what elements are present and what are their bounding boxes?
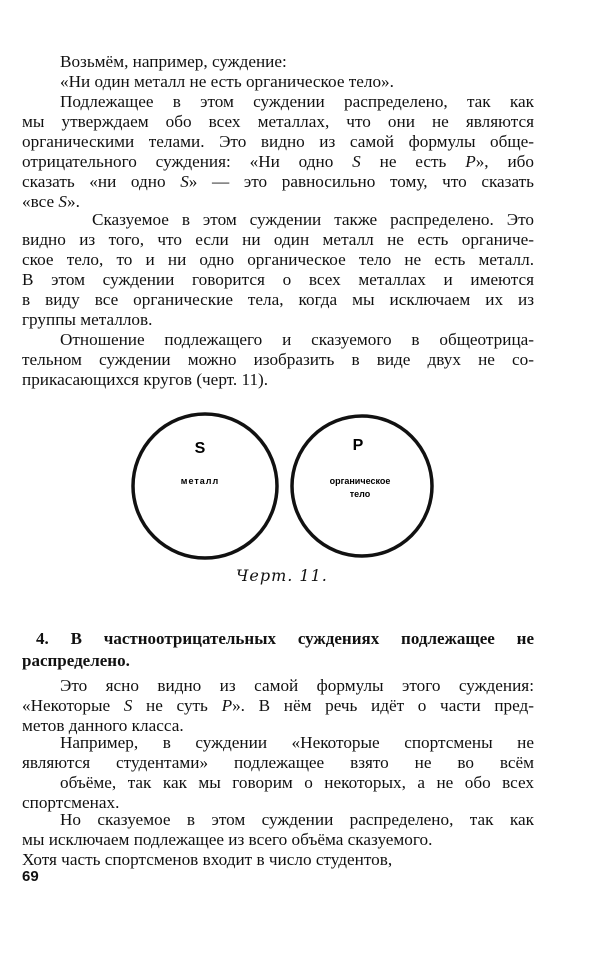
text-line: сказать «ни одно S» — это равносильно тому, что сказать (22, 172, 535, 191)
text-line: органическими телами. Это видно из самой формулы обще- (22, 132, 534, 151)
text-line: спортсменах. (22, 793, 120, 812)
heading-line: 4. В частноотрицательных суждениях подлежащее не (36, 629, 534, 648)
text-line: прикасающихся кругов (черт. 11). (22, 370, 269, 389)
text-line: видно из того, что если ни один металл не есть органиче- (22, 230, 534, 249)
paragraph-subject-distributed (22, 92, 534, 212)
paragraph-predicate-conclusion (22, 810, 534, 870)
paragraph-sportsmen-example (22, 733, 534, 813)
subject-label: металл (180, 476, 220, 486)
text-line: В этом суждении говорится о всех металлах и имеются (22, 270, 534, 289)
predicate-letter: P (352, 437, 364, 454)
paragraph-formula (22, 676, 534, 736)
text-line: ское тело, то и ни одно органическое тело не есть металл. (22, 250, 534, 269)
heading-line: распределено. (22, 651, 130, 670)
paragraph-example-intro (22, 52, 534, 92)
text-line: Например, в суждении «Некоторые спортсмены не (60, 733, 534, 752)
figure-caption: Черт. 11. (236, 566, 328, 585)
text-line: Это ясно видно из самой формулы этого суждения: (60, 676, 534, 695)
text-line: Подлежащее в этом суждении распределено, так как (60, 92, 534, 111)
text-line: Возьмём, например, суждение: (60, 52, 287, 71)
text-line: Сказуемое в этом суждении также распределено. Это (92, 210, 534, 229)
text-line: Но сказуемое в этом суждении распределено, так как (60, 810, 534, 829)
text-line: мы утверждаем обо всех металлах, что они не являются (22, 112, 534, 131)
paragraph-circles-relation (22, 330, 534, 390)
predicate-label-line1: органическое (329, 476, 391, 486)
text-line: группы металлов. (22, 310, 153, 329)
predicate-label-line2: тело (349, 489, 371, 499)
text-line: объёме, так как мы говорим о некоторых, а не обо всех (60, 773, 534, 792)
text-line: в виду все органические тела, когда мы исключаем их из (22, 290, 534, 309)
text-line: являются студентами» подлежащее взято не во всём (22, 753, 534, 772)
text-line: метов данного класса. (22, 716, 184, 735)
text-line: мы исключаем подлежащее из всего объёма сказуемого. (22, 830, 433, 849)
subject-circle (133, 414, 277, 558)
text-line: тельном суждении можно изобразить в виде двух не со- (22, 350, 534, 369)
text-line: Хотя часть спортсменов входит в число студентов, (22, 850, 393, 869)
text-line: отрицательного суждения: «Ни одно S не есть P», ибо (22, 152, 534, 171)
text-line: «Некоторые S не суть P». В нём речь идёт о части пред- (22, 696, 534, 715)
section-heading (22, 628, 534, 672)
paragraph-predicate-distributed (22, 210, 534, 330)
text-line: «Ни один металл не есть органическое тело». (60, 72, 394, 91)
page-number: 69 (22, 868, 39, 885)
text-line: «все S». (22, 192, 80, 211)
subject-letter: S (194, 440, 206, 457)
text-line: Отношение подлежащего и сказуемого в общеотрица- (60, 330, 534, 349)
